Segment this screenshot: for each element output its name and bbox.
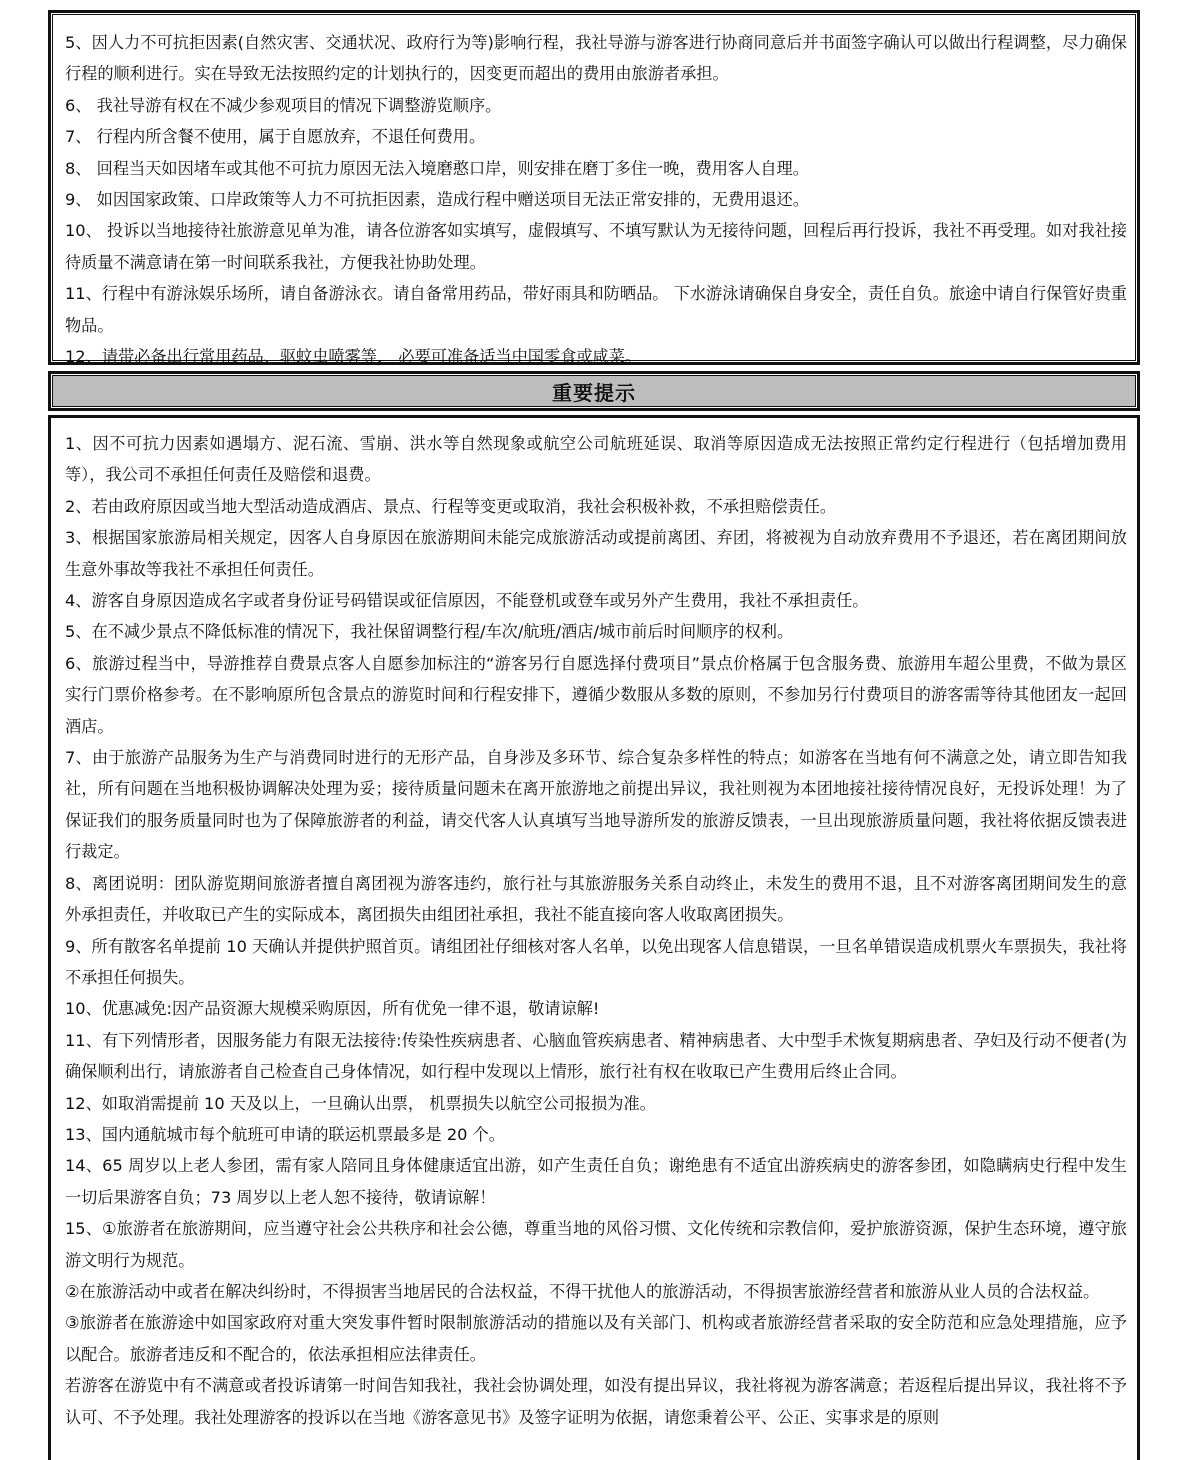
note-item: 5、因人力不可抗拒因素(自然灾害、交通状况、政府行为等)影响行程，我社导游与游客进行协商同意后并书面签字确认可以做出行程调整，尽力确保行程的顺利进行。实在导致无法按照约定的计划执行的，因变更而超出的费用由旅游者承担。: [65, 33, 1127, 84]
important-box: [48, 415, 1140, 1460]
important-item: 6、旅游过程当中，导游推荐自费景点客人自愿参加标注的“游客另行自愿选择付费项目”景点价格属于包含服务费、旅游用车超公里费，不做为景区实行门票价格参考。在不影响原所包含景点的游览时间和行程安排下，遵循少数服从多数的原则，不参加另行付费项目的游客需等待其他团友一起回酒店。: [65, 653, 1127, 736]
important-item: 9、所有散客名单提前 10 天确认并提供护照首页。请组团社仔细核对客人名单，以免出现客人信息错误，一旦名单错误造成机票火车票损失，我社将不承担任何损失。: [65, 936, 1127, 987]
important-item: 1、因不可抗力因素如遇塌方、泥石流、雪崩、洪水等自然现象或航空公司航班延误、取消等原因造成无法按照正常约定行程进行（包括增加费用等），我公司不承担任何责任及赔偿和退费。: [65, 434, 1127, 485]
important-item: 11、有下列情形者，因服务能力有限无法接待:传染性疾病患者、心脑血管疾病患者、精神病患者、大中型手术恢复期病患者、孕妇及行动不便者(为确保顺利出行，请旅游者自己检查自己身体情况，如行程中发现以上情形，旅行社有权在收取已产生费用后终止合同。: [65, 1030, 1127, 1082]
document-frame: [48, 10, 1140, 1459]
important-banner: [48, 371, 1140, 411]
important-item: 15、①旅游者在旅游期间，应当遵守社会公共秩序和社会公德，尊重当地的风俗习惯、文化传统和宗教信仰，爱护旅游资源，保护生态环境，遵守旅游文明行为规范。: [65, 1219, 1127, 1270]
important-item: 7、由于旅游产品服务为生产与消费同时进行的无形产品，自身涉及多环节、综合复杂多样性的特点；如游客在当地有何不满意之处，请立即告知我社，所有问题在当地积极协调解决处理为妥；接待质量问题未在离开旅游地之前提出异议，我社则视为本团地接社接待情况良好，无投诉处理！为了保证我们的服务质量同时也为了保障旅游者的利益，请交代客人认真填写当地导游所发的旅游反馈表，一旦出现旅游质量问题，我社将依据反馈表进行裁定。: [65, 748, 1127, 862]
important-item: 2、若由政府原因或当地大型活动造成酒店、景点、行程等变更或取消，我社会积极补救，不承担赔偿责任。: [65, 496, 837, 516]
important-item: 13、国内通航城市每个航班可申请的联运机票最多是 20 个。: [65, 1124, 505, 1144]
important-item: 4、游客自身原因造成名字或者身份证号码错误或征信原因，不能登机或登车或另外产生费用，我社不承担责任。: [65, 591, 869, 611]
note-item: 10、 投诉以当地接待社旅游意见单为准，请各位游客如实填写，虚假填写、不填写默认为无接待问题，回程后再行投诉，我社不再受理。如对我社接待质量不满意请在第一时间联系我社，方便我社协助处理。: [65, 221, 1127, 272]
important-item: ③旅游者在旅游途中如国家政府对重大突发事件暂时限制旅游活动的措施以及有关部门、机构或者旅游经营者采取的安全防范和应急处理措施，应予以配合。旅游者违反和不配合的，依法承担相应法律责任。: [65, 1313, 1127, 1364]
note-item: 11、行程中有游泳娱乐场所，请自备游泳衣。请自备常用药品，带好雨具和防晒品。 下水游泳请确保自身安全，责任自负。旅途中请自行保管好贵重物品。: [65, 284, 1127, 335]
important-item: 若游客在游览中有不满意或者投诉请第一时间告知我社，我社会协调处理，如没有提出异议，我社将视为游客满意；若返程后提出异议，我社将不予认可、不予处理。我社处理游客的投诉以在当地《游客意见书》及签字证明为依据，请您秉着公平、公正、实事求是的原则: [65, 1376, 1127, 1427]
important-item: 12、如取消需提前 10 天及以上，一旦确认出票， 机票损失以航空公司报损为准。: [65, 1093, 656, 1113]
important-item: 10、优惠减免:因产品资源大规模采购原因，所有优免一律不退，敬请谅解!: [65, 999, 600, 1019]
important-item: 3、根据国家旅游局相关规定，因客人自身原因在旅游期间未能完成旅游活动或提前离团、弃团，将被视为自动放弃费用不予退还，若在离团期间放生意外事故等我社不承担任何责任。: [65, 528, 1127, 579]
note-item: 7、 行程内所含餐不使用，属于自愿放弃，不退任何费用。: [65, 127, 486, 147]
important-title: 重要提示: [552, 380, 636, 405]
important-item: ②在旅游活动中或者在解决纠纷时，不得损害当地居民的合法权益，不得干扰他人的旅游活动，不得损害旅游经营者和旅游从业人员的合法权益。: [65, 1281, 1100, 1301]
note-item: 6、 我社导游有权在不减少参观项目的情况下调整游览顺序。: [65, 95, 502, 115]
notes-box: [48, 10, 1140, 365]
important-item: 14、65 周岁以上老人参团，需有家人陪同且身体健康适宜出游，如产生责任自负；谢绝患有不适宜出游疾病史的游客参团，如隐瞒病史行程中发生一切后果游客自负；73 周岁以上老人恕不接待，敬请谅解！: [65, 1156, 1127, 1207]
note-item: 8、 回程当天如因堵车或其他不可抗力原因无法入境磨憨口岸，则安排在磨丁多住一晚，费用客人自理。: [65, 158, 809, 178]
note-item: 12、请带必备出行常用药品、驱蚊虫喷雾等， 必要可准备适当中国零食或咸菜。: [65, 347, 642, 367]
important-item: 8、离团说明：团队游览期间旅游者擅自离团视为游客违约，旅行社与其旅游服务关系自动终止，未发生的费用不退，且不对游客离团期间发生的意外承担责任，并收取已产生的实际成本，离团损失由组团社承担，我社不能直接向客人收取离团损失。: [65, 873, 1127, 925]
note-item: 9、 如因国家政策、口岸政策等人力不可抗拒因素，造成行程中赠送项目无法正常安排的，无费用退还。: [65, 190, 809, 210]
important-item: 5、在不减少景点不降低标准的情况下，我社保留调整行程/车次/航班/酒店/城市前后时间顺序的权利。: [65, 622, 794, 642]
